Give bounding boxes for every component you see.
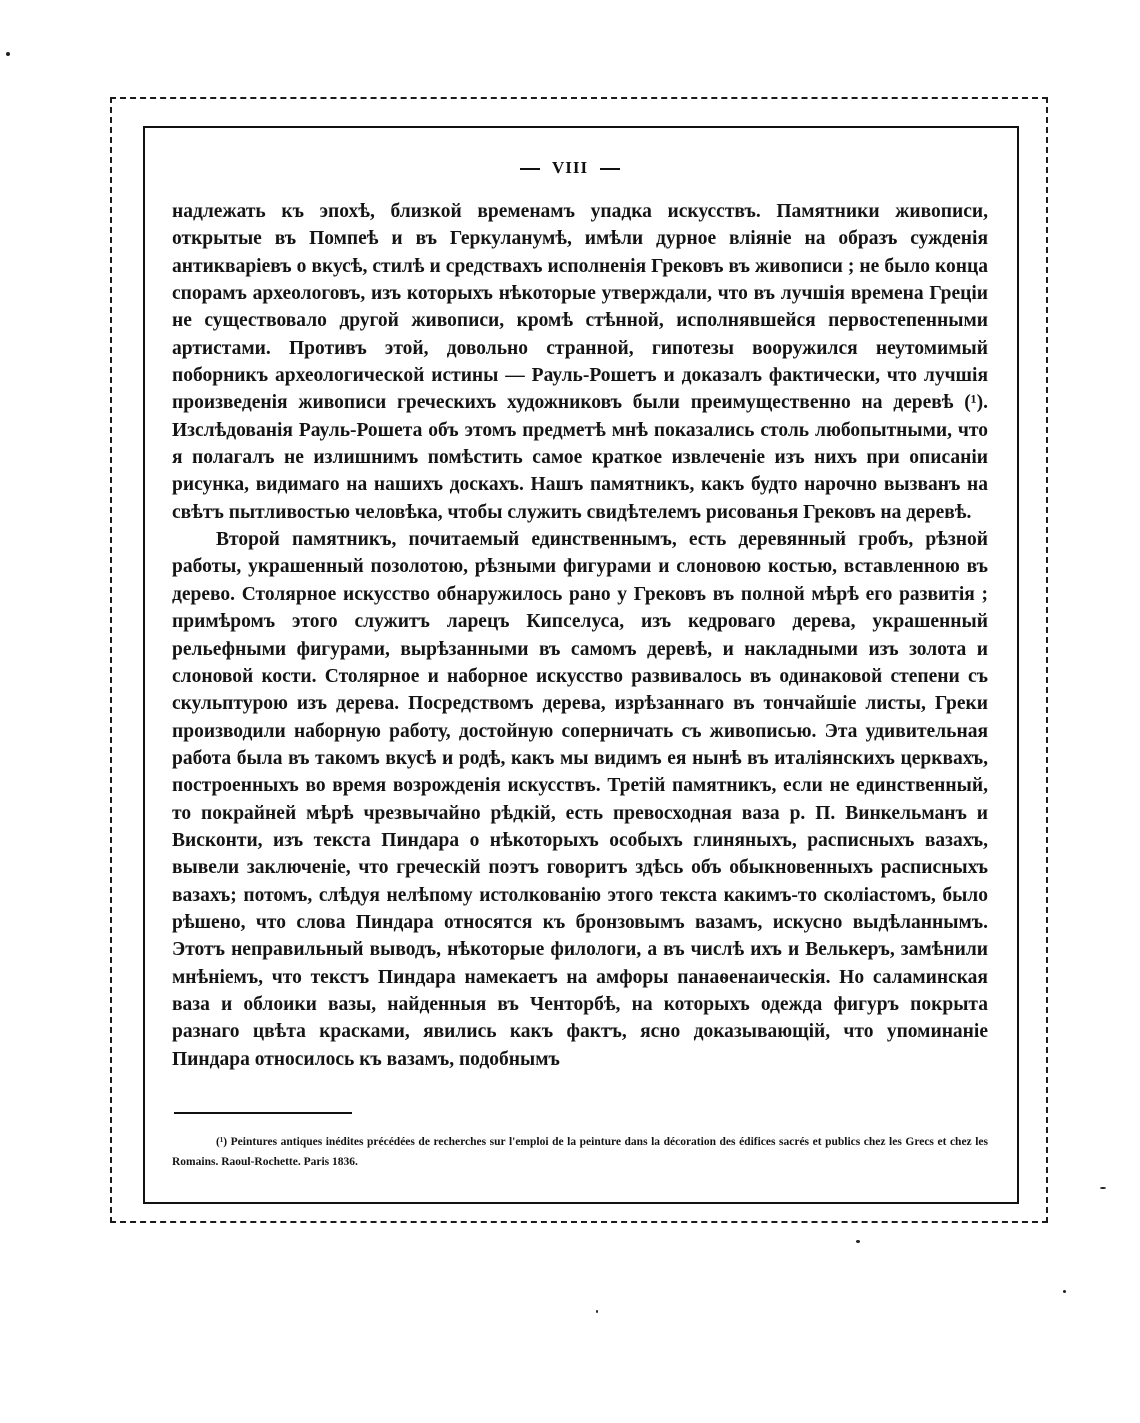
body-text [172, 198, 988, 1073]
scan-speck [1100, 1187, 1106, 1189]
paragraph-1: надлежать къ эпохѣ, близкой временамъ упадка искусствъ. Памятники живописи, открытые въ Помпеѣ и въ Геркуланумѣ, имѣли дурное вліяніе на образъ сужденія антикваріевъ о вкусѣ, стилѣ и средствахъ исполненія Грековъ въ живописи ; не было конца спорамъ археологовъ, изъ которыхъ нѣкоторые утверждали, что въ лучшія времена Греціи не существовало другой живописи, кромѣ стѣнной, исполнявшейся первостепенными артистами. Противъ этой, довольно странной, гипотезы вооружился неутомимый поборникъ археологической истины — Рауль-Рошетъ и доказалъ фактически, что лучшія произведенія живописи греческихъ художниковъ были преимущественно на деревѣ (¹). Изслѣдованія Рауль-Рошета объ этомъ предметѣ мнѣ показались столь любопытными, что я полагалъ не излишнимъ помѣстить самое краткое извлеченіе изъ нихъ при описаніи рисунка, видимаго на нашихъ доскахъ. Нашъ памятникъ, какъ будто нарочно вызванъ на свѣтъ пытливостью человѣка, чтобы служить свидѣтелемъ рисованья Грековъ на деревѣ. [172, 201, 988, 523]
dash-right [600, 168, 620, 170]
scan-speck [1063, 1290, 1066, 1293]
footnote-rule [174, 1112, 352, 1114]
page-number-line [0, 158, 1140, 178]
footnote-text: (¹) Peintures antiques inédites précédées de recherches sur l'emploi de la peinture dans la décoration des édifices sacrés et publics chez les Grecs et chez les Romains. Raoul-Rochette. Paris 1836. [172, 1136, 988, 1168]
scan-speck [596, 1310, 598, 1313]
scan-speck [6, 52, 10, 56]
page-number: VIII [551, 158, 589, 177]
footnote [172, 1132, 988, 1172]
paragraph-2: Второй памятникъ, почитаемый единственнымъ, есть деревянный гробъ, рѣзной работы, украшенный позолотою, рѣзными фигурами и слоновою костью, вставленною въ дерево. Столярное искусство обнаружилось рано у Грековъ въ полной мѣрѣ его развитія ; примѣромъ этого служитъ ларецъ Кипселуса, изъ кедроваго дерева, украшенный рельефными фигурами, вырѣзанными въ самомъ деревѣ, и накладными изъ золота и слоновой кости. Столярное и наборное искусство развивалось въ одинаковой степени съ скульптурою изъ дерева. Посредствомъ дерева, изрѣзаннаго въ тончайшіе листы, Греки производили наборную работу, достойную соперничать съ живописью. Эта удивительная работа была въ такомъ вкусѣ и родѣ, какъ мы видимъ ея нынѣ въ италіянскихъ церквахъ, построенныхъ во время возрожденія искусствъ. Третій памятникъ, если не единственный, то покрайней мѣрѣ чрезвычайно рѣдкій, есть превосходная ваза р. П. Винкельманъ и Висконти, изъ текста Пиндара о нѣкоторыхъ особыхъ глиняныхъ, расписныхъ вазахъ, вывели заключеніе, что греческій поэтъ говоритъ здѣсь объ обыкновенныхъ расписныхъ вазахъ; потомъ, слѣдуя нелѣпому истолкованію этого текста какимъ-то сколіастомъ, было рѣшено, что слова Пиндара относятся къ бронзовымъ вазамъ, искусно выдѣланнымъ. Этотъ неправильный выводъ, нѣкоторые филологи, а въ числѣ ихъ и Велькеръ, замѣнили мнѣніемъ, что текстъ Пиндара намекаетъ на амфоры панаѳенаическія. Но саламинская ваза и облоики вазы, найденныя въ Ченторбѣ, на которыхъ одежда фигуръ покрыта разнаго цвѣта красками, явились какъ фактъ, ясно доказывающій, что упоминаніе Пиндара относилось къ вазамъ, подобнымъ [172, 529, 988, 1070]
dash-left [520, 168, 540, 170]
scan-speck [856, 1240, 860, 1243]
